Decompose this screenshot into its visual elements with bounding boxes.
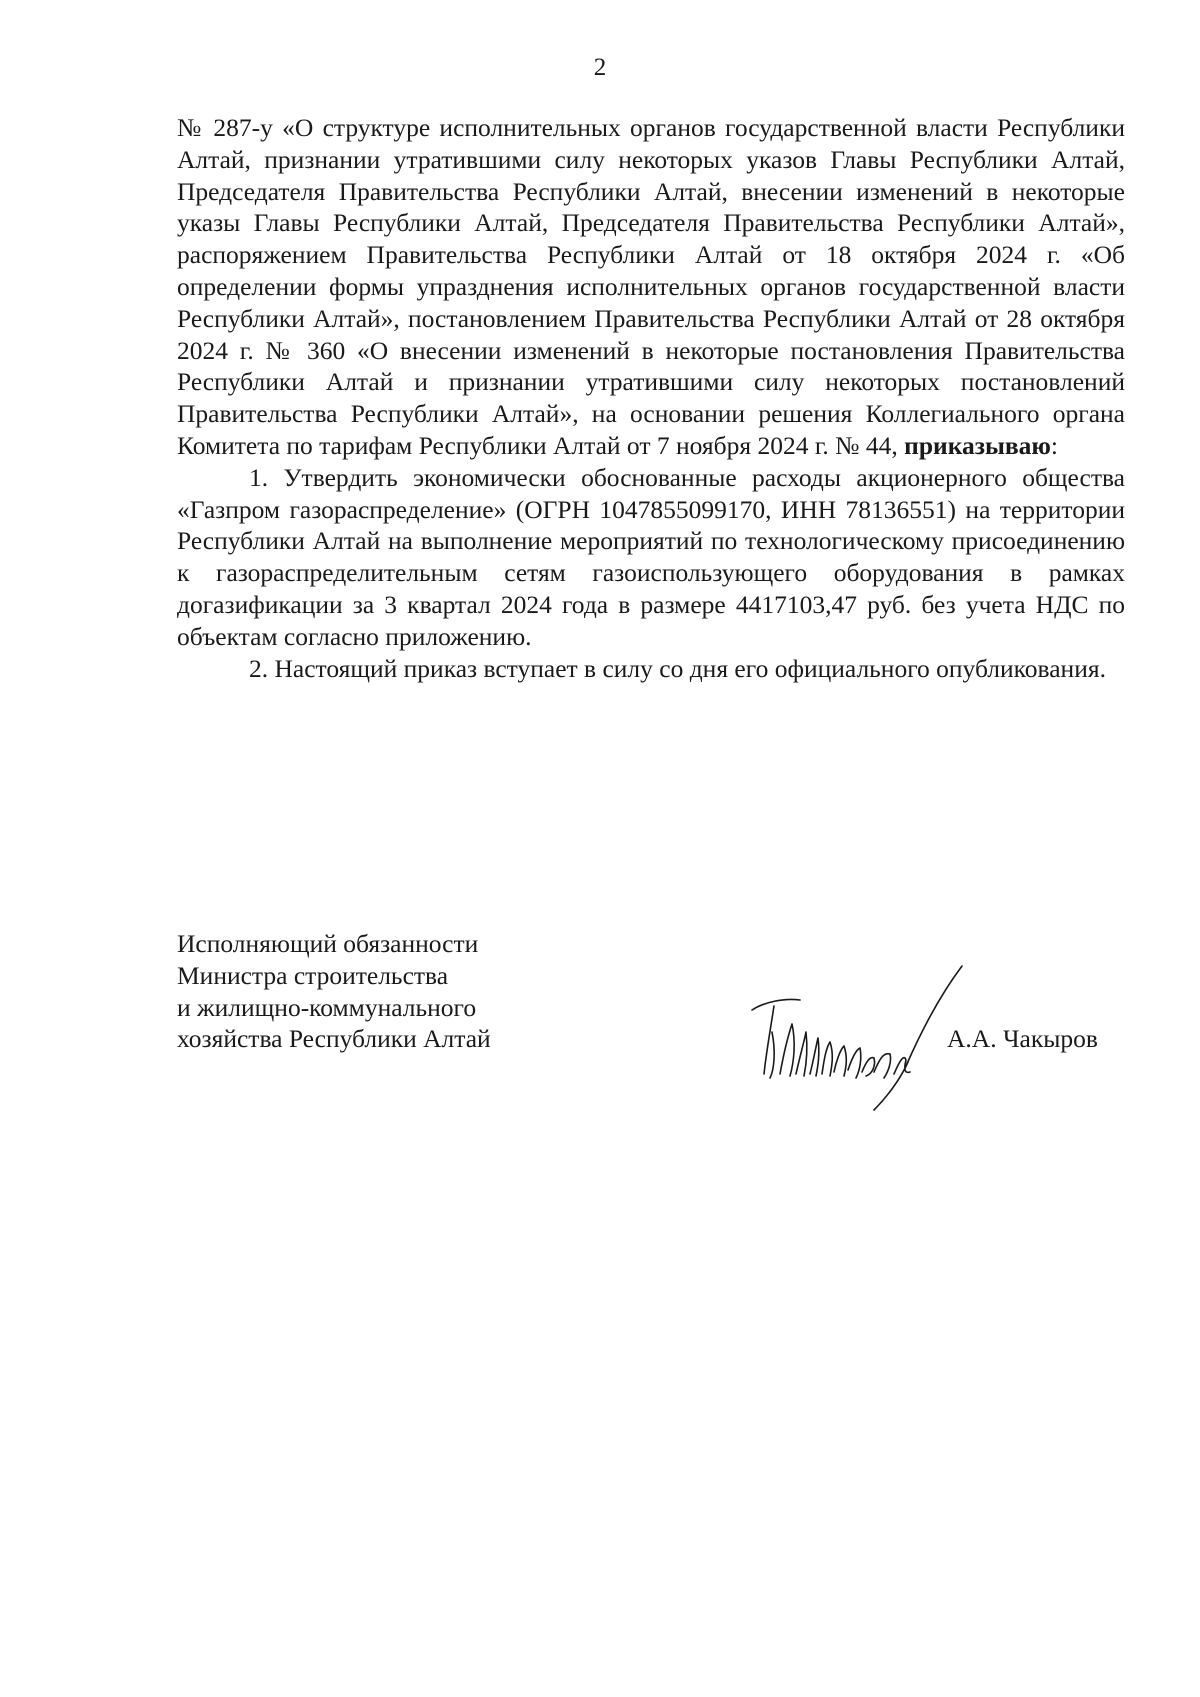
signatory-position bbox=[177, 928, 491, 1055]
page-number: 2 bbox=[593, 54, 607, 81]
preamble-text: № 287-у «О структуре исполнительных органов государственной власти Республики Алтай, признании утратившими силу некоторых указов Главы Республики Алтай, Председателя Правительства Республики Алтай, внесении изменений в некоторые указы Главы Республики Алтай, Председателя Правительства Республики Алтай», распоряжением Правительства Республики Алтай от 18 октября 2024 г. «Об определении формы упразднения исполнительных органов государственной власти Республики Алтай», постановлением Правительства Республики Алтай от 28 октября 2024 г. № 360 «О внесении изменений в некоторые постановления Правительства Республики Алтай и признании утратившими силу некоторых постановлений Правительства Республики Алтай», на основании решения Коллегиального органа Комитета по тарифам Республики Алтай от 7 ноября 2024 г. № 44, bbox=[177, 113, 1125, 460]
document-body bbox=[177, 112, 1125, 684]
order-item-2: 2. Настоящий приказ вступает в силу со дня его официального опубликования. bbox=[249, 653, 1106, 683]
preamble-paragraph bbox=[177, 112, 1125, 462]
order-keyword: приказываю bbox=[904, 430, 1051, 460]
signatory-position-line: и жилищно-коммунального bbox=[177, 992, 477, 1022]
signatory-position-line: Исполняющий обязанности bbox=[177, 929, 479, 958]
order-item-1: 1. Утвердить экономически обоснованные расходы акционерного общества «Газпром газораспределение» (ОГРН 1047855099170, ИНН 78136551) на территории Республики Алтай на выполнение мероприятий по технологическому присоединению к газораспределительным сетям газоиспользующего оборудования в рамках догазификации за 3 квартал 2024 года в размере 4417103,47 руб. без учета НДС по объектам согласно приложению. bbox=[177, 462, 1125, 651]
signatory-position-line: хозяйства Республики Алтай bbox=[177, 1024, 491, 1054]
signatory-position-line: Министра строительства bbox=[177, 960, 449, 990]
preamble-ending: : bbox=[1050, 430, 1059, 460]
signatory-name: А.А. Чакыров bbox=[947, 1024, 1098, 1053]
